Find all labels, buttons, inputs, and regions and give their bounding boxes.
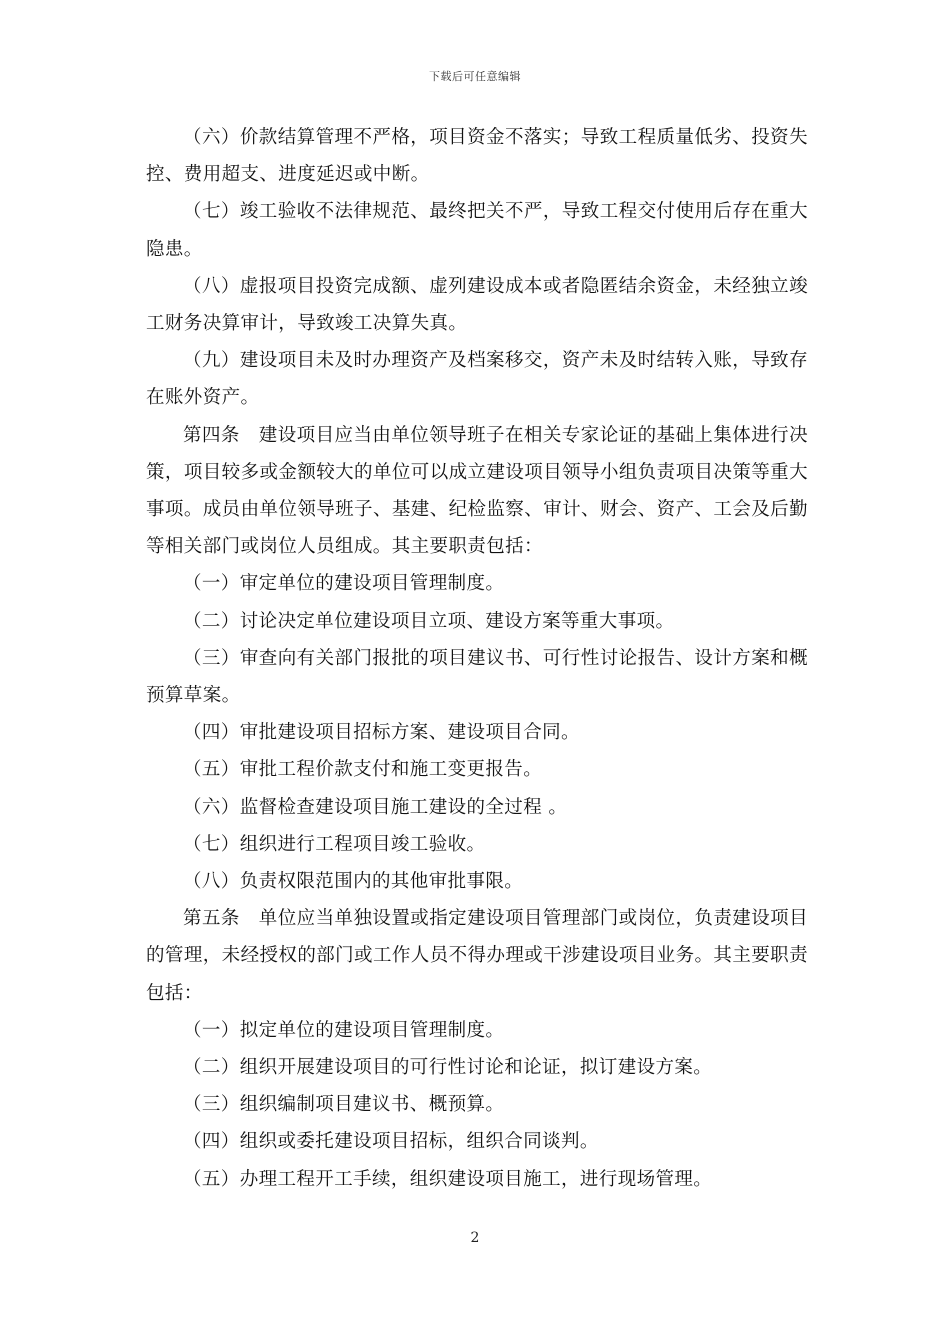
- document-body: [146, 119, 808, 1198]
- paragraph: （八）负责权限范围内的其他审批事限。: [183, 871, 524, 893]
- paragraph: （七）组织进行工程项目竣工验收。: [183, 833, 486, 855]
- article-4-paragraph: 第四条 建设项目应当由单位领导班子在相关专家论证的基础上集体进行决策，项目较多或金额较大的单位可以成立建设项目领导小组负责项目决策等重大事项。成员由单位领导班子、基建、纪检监察、审计、财会、资产、工会及后勤等相关部门或岗位人员组成。其主要职责包括：: [146, 424, 808, 558]
- paragraph: （九）建设项目未及时办理资产及档案移交，资产未及时结转入账，导致存在账外资产。: [146, 350, 808, 409]
- paragraph: （一）拟定单位的建设项目管理制度。: [183, 1019, 505, 1041]
- paragraph: （六）价款结算管理不严格，项目资金不落实；导致工程质量低劣、投资失控、费用超支、进度延迟或中断。: [146, 127, 808, 186]
- paragraph: （八）虚报项目投资完成额、虚列建设成本或者隐匿结余资金，未经独立竣工财务决算审计，导致竣工决算失真。: [146, 275, 808, 335]
- page-header: 下载后可任意编辑: [429, 70, 521, 83]
- paragraph: （三）审查向有关部门报批的项目建议书、可行性讨论报告、设计方案和概预算草案。: [146, 647, 808, 707]
- paragraph: （四）组织或委托建设项目招标，组织合同谈判。: [183, 1131, 599, 1153]
- paragraph: （五）办理工程开工手续，组织建设项目施工，进行现场管理。: [183, 1168, 713, 1190]
- page-number: 2: [470, 1230, 480, 1246]
- article-5-paragraph: 第五条 单位应当单独设置或指定建设项目管理部门或岗位，负责建设项目的管理，未经授权的部门或工作人员不得办理或干涉建设项目业务。其主要职责包括：: [146, 908, 808, 1004]
- paragraph: （六）监督检查建设项目施工建设的全过程 。: [183, 796, 568, 818]
- paragraph: （二）讨论决定单位建设项目立项、建设方案等重大事项。: [183, 610, 675, 632]
- paragraph: （四）审批建设项目招标方案、建设项目合同。: [183, 722, 580, 744]
- paragraph: （三）组织编制项目建议书、概预算。: [183, 1094, 505, 1116]
- paragraph: （二）组织开展建设项目的可行性讨论和论证，拟订建设方案。: [183, 1057, 713, 1079]
- paragraph: （五）审批工程价款支付和施工变更报告。: [183, 759, 543, 781]
- paragraph: （一）审定单位的建设项目管理制度。: [183, 573, 505, 595]
- paragraph: （七）竣工验收不法律规范、最终把关不严，导致工程交付使用后存在重大隐患。: [146, 201, 808, 260]
